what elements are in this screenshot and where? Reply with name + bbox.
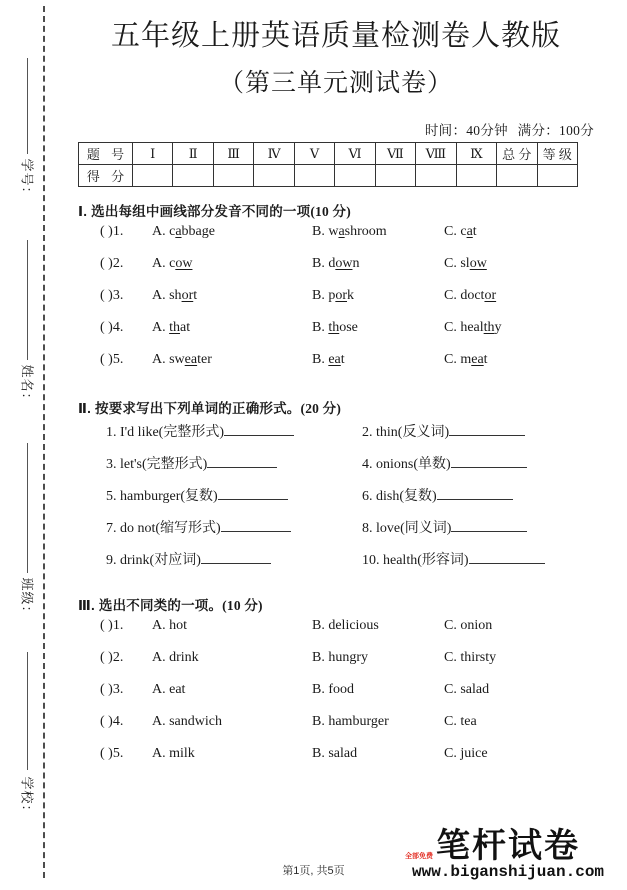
watermark-url: www.biganshijuan.com <box>411 863 605 881</box>
fill-item[interactable]: 9. drink(对应词) <box>106 549 362 569</box>
seal-line-segment-2 <box>27 240 28 360</box>
option-c[interactable]: C. onion <box>444 618 493 634</box>
question-row <box>100 320 620 352</box>
score-cell-4[interactable] <box>254 165 294 187</box>
option-b[interactable]: B. those <box>312 320 358 336</box>
fill-row <box>106 453 620 485</box>
fill-item[interactable]: 5. hamburger(复数) <box>106 485 362 505</box>
section-2-items <box>60 421 620 581</box>
margin-label-student-id: 学号： <box>19 158 35 201</box>
write-blank[interactable] <box>437 486 513 500</box>
score-cell-8[interactable] <box>416 165 456 187</box>
write-blank[interactable] <box>218 486 288 500</box>
table-row <box>79 143 578 165</box>
option-b[interactable]: B. pork <box>312 288 355 304</box>
option-c[interactable]: C. healthy <box>444 320 502 336</box>
option-b[interactable]: B. down <box>312 256 360 272</box>
score-table-col-grade: 等 级 <box>537 143 577 165</box>
score-table-col-total: 总 分 <box>497 143 537 165</box>
write-blank[interactable] <box>451 454 527 468</box>
score-cell-7[interactable] <box>375 165 415 187</box>
score-table-col-4: Ⅳ <box>254 143 294 165</box>
question-row <box>100 746 620 778</box>
answer-blank[interactable]: ( )5. <box>100 746 124 762</box>
score-cell-total[interactable] <box>497 165 537 187</box>
write-blank[interactable] <box>221 518 291 532</box>
question-row <box>100 682 620 714</box>
fill-item[interactable]: 8. love(同义词) <box>362 517 618 537</box>
score-table-col-7: Ⅶ <box>375 143 415 165</box>
watermark <box>403 829 613 880</box>
option-c[interactable]: C. thirsty <box>444 650 497 666</box>
option-a[interactable]: A. cow <box>152 256 193 272</box>
score-table-col-1: Ⅰ <box>133 143 173 165</box>
section-3-title: Ⅲ. 选出不同类的一项。 <box>78 598 223 614</box>
watermark-free-tag: 全部免费 <box>405 853 433 860</box>
option-c[interactable]: C. juice <box>444 746 488 762</box>
option-a[interactable]: A. sandwich <box>152 714 222 730</box>
score-cell-9[interactable] <box>456 165 496 187</box>
fill-row <box>106 549 620 581</box>
section-heading-3 <box>78 594 620 614</box>
score-cell-1[interactable] <box>133 165 173 187</box>
score-table-col-6: Ⅵ <box>335 143 375 165</box>
question-row <box>100 256 620 288</box>
option-a[interactable]: A. hot <box>152 618 187 634</box>
answer-blank[interactable]: ( )2. <box>100 256 124 272</box>
fill-item[interactable]: 6. dish(复数) <box>362 485 618 505</box>
exam-meta <box>60 119 594 139</box>
score-table-row-label-question: 题 号 <box>79 143 133 165</box>
paper-content <box>60 0 620 890</box>
write-blank[interactable] <box>451 518 527 532</box>
write-blank[interactable] <box>207 454 277 468</box>
seal-line-segment-4 <box>27 652 28 770</box>
answer-blank[interactable]: ( )1. <box>100 224 124 240</box>
exam-total-score: 满分：100分 <box>517 123 594 139</box>
answer-blank[interactable]: ( )5. <box>100 352 124 368</box>
answer-blank[interactable]: ( )3. <box>100 682 124 698</box>
seal-line-segment-3 <box>27 443 28 573</box>
section-1-items <box>60 224 620 384</box>
option-c[interactable]: C. slow <box>444 256 487 272</box>
write-blank[interactable] <box>201 550 271 564</box>
watermark-brand: 笔杆试卷 <box>436 827 580 865</box>
score-cell-3[interactable] <box>213 165 253 187</box>
fill-item[interactable]: 1. I'd like(完整形式) <box>106 421 362 441</box>
write-blank[interactable] <box>469 550 545 564</box>
option-a[interactable]: A. sweater <box>152 352 212 368</box>
option-b[interactable]: B. hamburger <box>312 714 389 730</box>
fill-item[interactable]: 2. thin(反义词) <box>362 421 618 441</box>
score-cell-5[interactable] <box>294 165 334 187</box>
table-row <box>79 165 578 187</box>
option-b[interactable]: B. washroom <box>312 224 387 240</box>
section-heading-1 <box>78 200 620 220</box>
option-c[interactable]: C. tea <box>444 714 477 730</box>
question-row <box>100 618 620 650</box>
section-heading-2 <box>78 397 620 417</box>
margin-label-class: 班级： <box>19 577 35 620</box>
option-a[interactable]: A. short <box>152 288 198 304</box>
option-c[interactable]: C. salad <box>444 682 490 698</box>
section-1-title: Ⅰ. 选出每组中画线部分发音不同的一项 <box>78 204 311 220</box>
score-table-row-label-score: 得 分 <box>79 165 133 187</box>
page-title: 五年级上册英语质量检测卷人教版 <box>110 20 561 52</box>
question-row <box>100 650 620 682</box>
score-cell-2[interactable] <box>173 165 213 187</box>
option-b[interactable]: B. food <box>312 682 354 698</box>
seal-line-segment-1 <box>27 58 28 154</box>
option-b[interactable]: B. eat <box>312 352 345 368</box>
question-row <box>100 714 620 746</box>
score-table-col-5: Ⅴ <box>294 143 334 165</box>
option-b[interactable]: B. hungry <box>312 650 368 666</box>
section-2-points: (20 分) <box>300 401 342 417</box>
fill-row <box>106 517 620 549</box>
page-subtitle: （第三单元测试卷） <box>218 70 453 98</box>
section-2-title: Ⅱ. 按要求写出下列单词的正确形式。 <box>78 401 301 417</box>
page-number: 第1页, 共5页 <box>282 865 345 877</box>
question-row <box>100 288 620 320</box>
seal-dashed-line <box>43 6 45 878</box>
fill-row <box>106 485 620 517</box>
option-a[interactable]: A. drink <box>152 650 199 666</box>
write-blank[interactable] <box>224 422 294 436</box>
score-cell-grade[interactable] <box>537 165 577 187</box>
option-b[interactable]: B. salad <box>312 746 358 762</box>
option-c[interactable]: C. meat <box>444 352 488 368</box>
section-3-items <box>60 618 620 778</box>
option-a[interactable]: A. eat <box>152 682 186 698</box>
margin-label-school: 学校： <box>19 776 35 819</box>
margin-label-name: 姓名： <box>19 364 35 407</box>
fill-item[interactable]: 7. do not(缩写形式) <box>106 517 362 537</box>
question-row <box>100 224 620 256</box>
option-a[interactable]: A. cabbage <box>152 224 215 240</box>
answer-blank[interactable]: ( )4. <box>100 320 124 336</box>
fill-item[interactable]: 3. let's(完整形式) <box>106 453 362 473</box>
score-table-col-3: Ⅲ <box>213 143 253 165</box>
score-table-col-8: Ⅷ <box>416 143 456 165</box>
answer-blank[interactable]: ( )2. <box>100 650 124 666</box>
section-3-points: (10 分) <box>222 598 263 614</box>
write-blank[interactable] <box>449 422 525 436</box>
option-c[interactable]: C. cat <box>444 224 477 240</box>
fill-item[interactable]: 4. onions(单数) <box>362 453 618 473</box>
option-a[interactable]: A. that <box>152 320 191 336</box>
exam-duration: 时间：40分钟 <box>424 123 508 139</box>
answer-blank[interactable]: ( )3. <box>100 288 124 304</box>
answer-blank[interactable]: ( )4. <box>100 714 124 730</box>
answer-blank[interactable]: ( )1. <box>100 618 124 634</box>
score-table-col-9: Ⅸ <box>456 143 496 165</box>
score-table-col-2: Ⅱ <box>173 143 213 165</box>
score-table <box>78 142 578 187</box>
question-row <box>100 352 620 384</box>
option-b[interactable]: B. delicious <box>312 618 379 634</box>
score-cell-6[interactable] <box>335 165 375 187</box>
option-c[interactable]: C. doctor <box>444 288 497 304</box>
fill-row <box>106 421 620 453</box>
option-a[interactable]: A. milk <box>152 746 195 762</box>
section-1-points: (10 分) <box>310 204 351 220</box>
fill-item[interactable]: 10. health(形容词) <box>362 549 618 569</box>
